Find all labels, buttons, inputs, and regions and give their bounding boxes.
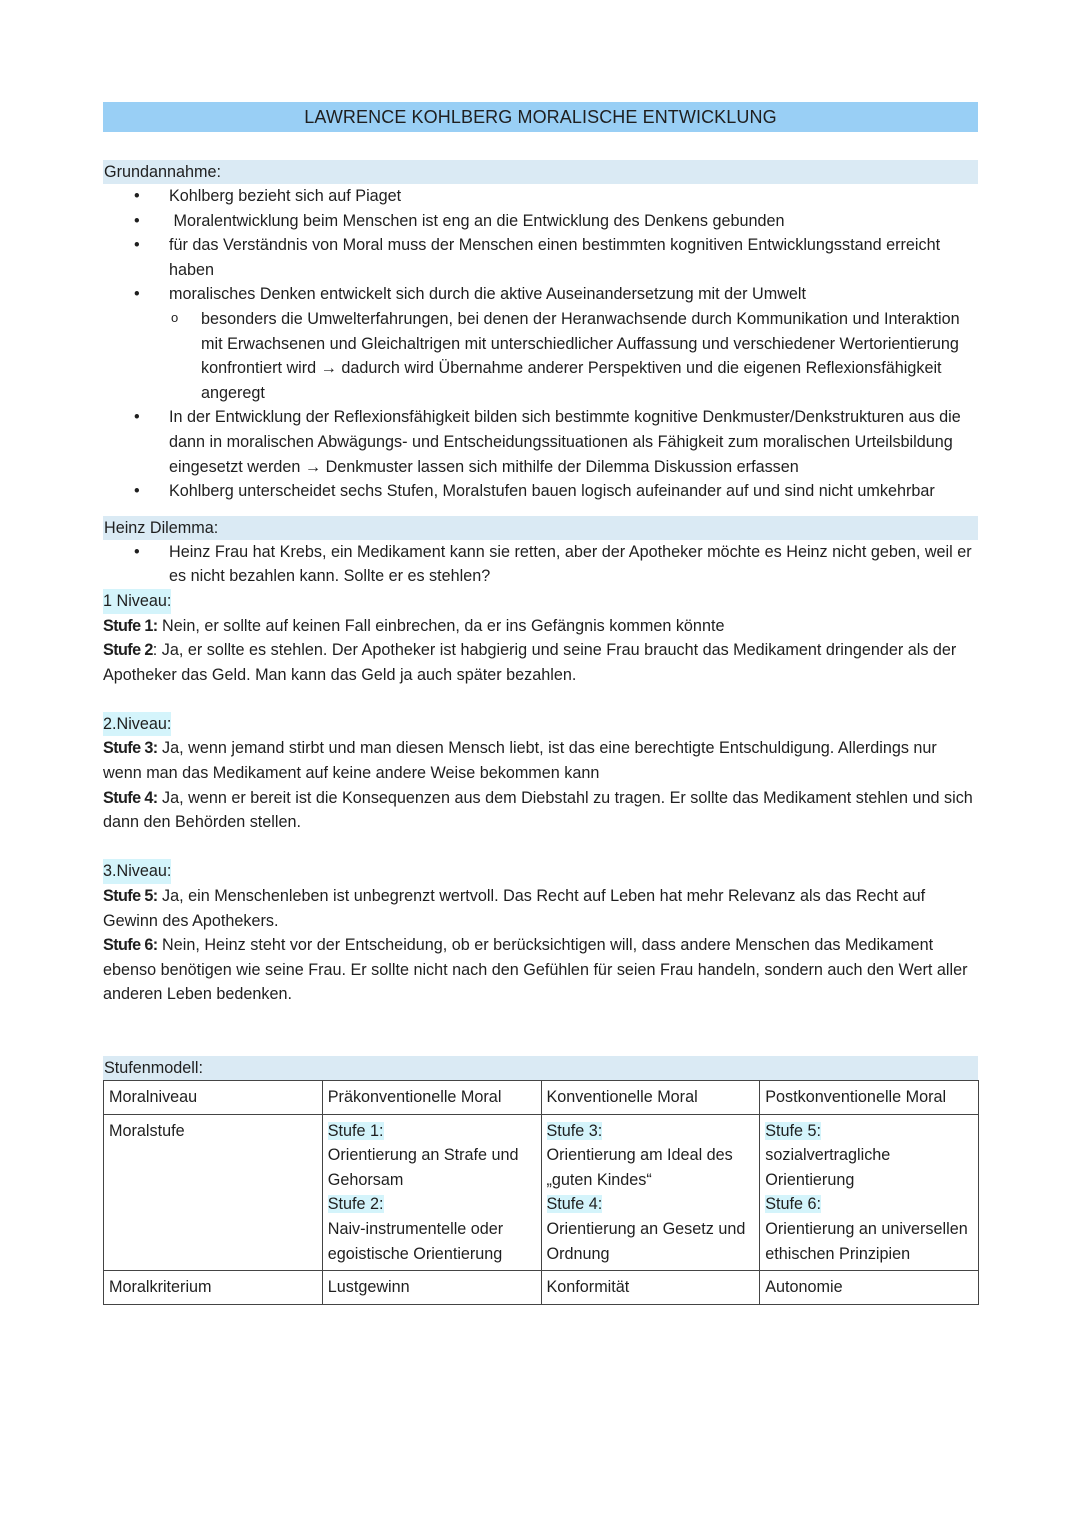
grundannahme-list: [103, 184, 978, 504]
table-row: [104, 1081, 979, 1115]
bullet-dot-icon: •: [134, 542, 140, 561]
table-cell: Autonomie: [760, 1271, 979, 1305]
bullet-dot-icon: •: [134, 187, 140, 205]
list-item: • moralisches Denken entwickelt sich durch die aktive Auseinandersetzung mit der Umwelt o besonders die Umwelterfahrungen, bei denen der Heranwachsende durch Kommunikation und Interaktion mit Erwachsenen und Gleichaltrigen mit unterschiedlicher Auffassung und verschiedener Wertorientierung konfrontiert wird → dadurch wird Übernahme anderer Perspektiven und die eigenen Reflexionsfähigkeit angeregt: [103, 282, 978, 405]
sub-list-item: o besonders die Umwelterfahrungen, bei denen der Heranwachsende durch Kommunikation und Interaktion mit Erwachsenen und Gleichaltrigen mit unterschiedlicher Auffassung und verschiedener Wertorientierung konfrontiert wird → dadurch wird Übernahme anderer Perspektiven und die eigenen Reflexionsfähigkeit angeregt: [103, 307, 978, 405]
sub-list: [103, 307, 978, 405]
stufe-3-paragraph: Stufe 3: Ja, wenn jemand stirbt und man diesen Mensch liebt, ist das eine berechtigte Entschuldigung. Allerdings nur wenn man das Medikament auf keine andere Weise bekommen kann: [103, 739, 937, 783]
table-row: [104, 1271, 979, 1305]
bullet-dot-icon: •: [134, 236, 140, 255]
document-page: [103, 102, 978, 1305]
stufe-4-paragraph: Stufe 4: Ja, wenn er bereit ist die Konsequenzen aus dem Diebstahl zu tragen. Er sollte das Medikament stehlen und sich dann den Behörden stellen.: [103, 788, 973, 832]
table-cell: Präkonventionelle Moral: [322, 1081, 541, 1115]
bullet-dot-icon: •: [134, 285, 140, 304]
niveau-3-heading: 3.Niveau:: [103, 859, 978, 884]
stufe-label: Stufe 4:: [546, 1195, 603, 1214]
document-title: LAWRENCE KOHLBERG MORALISCHE ENTWICKLUNG: [103, 102, 978, 132]
stufe-label: Stufe 5:: [765, 1121, 822, 1140]
table-cell: Konventionelle Moral: [541, 1081, 760, 1115]
hollow-circle-icon: o: [171, 309, 179, 325]
table-cell: Stufe 1: Orientierung an Strafe und Gehorsam Stufe 2: Naiv-instrumentelle oder egoistische Orientierung: [322, 1114, 541, 1271]
stufe-2-label: Stufe 2: [103, 641, 153, 660]
section-heading-heinz: Heinz Dilemma:: [103, 516, 978, 540]
section-heading-stufenmodell: Stufenmodell:: [103, 1056, 978, 1080]
stufe-3-label: Stufe 3:: [103, 739, 158, 758]
niveau-1-heading: 1 Niveau:: [103, 589, 978, 614]
stufe-5-paragraph: Stufe 5: Ja, ein Menschenleben ist unbegrenzt wertvoll. Das Recht auf Leben hat mehr Relevanz als das Recht auf Gewinn des Apothekers.: [103, 887, 926, 930]
heinz-list: [103, 540, 978, 589]
stufe-6-paragraph: Stufe 6: Nein, Heinz steht vor der Entscheidung, ob er berücksichtigen will, dass andere Menschen das Medikament ebenso benötigen wie seine Frau. Er sollte nicht nach den Gefühlen für seien Frau handeln, sondern auch den Wert aller anderen Leben bedenken.: [103, 936, 968, 1004]
section-heading-grundannahme: Grundannahme:: [103, 160, 978, 184]
list-item: • für das Verständnis von Moral muss der Menschen einen bestimmten kognitiven Entwicklungsstand erreicht haben: [103, 233, 978, 282]
table-row: [104, 1114, 979, 1271]
stufe-5-label: Stufe 5:: [103, 887, 158, 906]
table-cell: Lustgewinn: [322, 1271, 541, 1305]
stufe-label: Stufe 2:: [327, 1195, 384, 1214]
table-cell: Konformität: [541, 1271, 760, 1305]
list-item: • Heinz Frau hat Krebs, ein Medikament kann sie retten, aber der Apotheker möchte es Heinz nicht geben, weil er es nicht bezahlen kann. Sollte er es stehlen?: [103, 540, 978, 589]
table-cell: Postkonventionelle Moral: [760, 1081, 979, 1115]
stufe-label: Stufe 3:: [546, 1121, 603, 1140]
stufe-6-label: Stufe 6:: [103, 936, 158, 955]
list-item: • In der Entwicklung der Reflexionsfähigkeit bilden sich bestimmte kognitive Denkmuster/Denkstrukturen aus die dann in moralischen Abwägungs- und Entscheidungssituationen als Fähigkeit zum moralischen Urteilsbildung eingesetzt werden → Denkmuster lassen sich mithilfe der Dilemma Diskussion erfassen: [103, 405, 978, 479]
stufe-1-label: Stufe 1:: [103, 616, 158, 635]
bullet-dot-icon: •: [134, 211, 140, 230]
niveau-2-heading: 2.Niveau:: [103, 712, 978, 737]
list-item: • Kohlberg unterscheidet sechs Stufen, Moralstufen bauen logisch aufeinander auf und sind nicht umkehrbar: [103, 479, 978, 504]
list-item: • Kohlberg bezieht sich auf Piaget: [103, 184, 978, 209]
table-cell: Moralstufe: [104, 1114, 323, 1271]
table-cell: Stufe 3: Orientierung am Ideal des „guten Kindes“ Stufe 4: Orientierung an Gesetz und Ordnung: [541, 1114, 760, 1271]
table-cell: Stufe 5: sozialvertragliche Orientierung Stufe 6: Orientierung an universellen ethischen Prinzipien: [760, 1114, 979, 1271]
stufenmodell-table: [103, 1080, 979, 1305]
stufe-2-paragraph: Stufe 2: Ja, er sollte es stehlen. Der Apotheker ist habgierig und seine Frau braucht das Medikament dringender als der Apotheker das Geld. Man kann das Geld ja auch später bezahlen.: [103, 641, 957, 684]
table-cell: Moralniveau: [104, 1081, 323, 1115]
bullet-dot-icon: •: [134, 482, 140, 501]
stufe-1-paragraph: Stufe 1: Nein, er sollte auf keinen Fall einbrechen, da er ins Gefängnis kommen könnte: [103, 616, 725, 635]
bullet-dot-icon: •: [134, 408, 140, 427]
list-item: • Moralentwicklung beim Menschen ist eng an die Entwicklung des Denkens gebunden: [103, 209, 978, 234]
table-cell: Moralkriterium: [104, 1271, 323, 1305]
stufe-4-label: Stufe 4:: [103, 788, 158, 807]
stufe-label: Stufe 1:: [327, 1121, 384, 1140]
stufe-label: Stufe 6:: [765, 1195, 822, 1214]
